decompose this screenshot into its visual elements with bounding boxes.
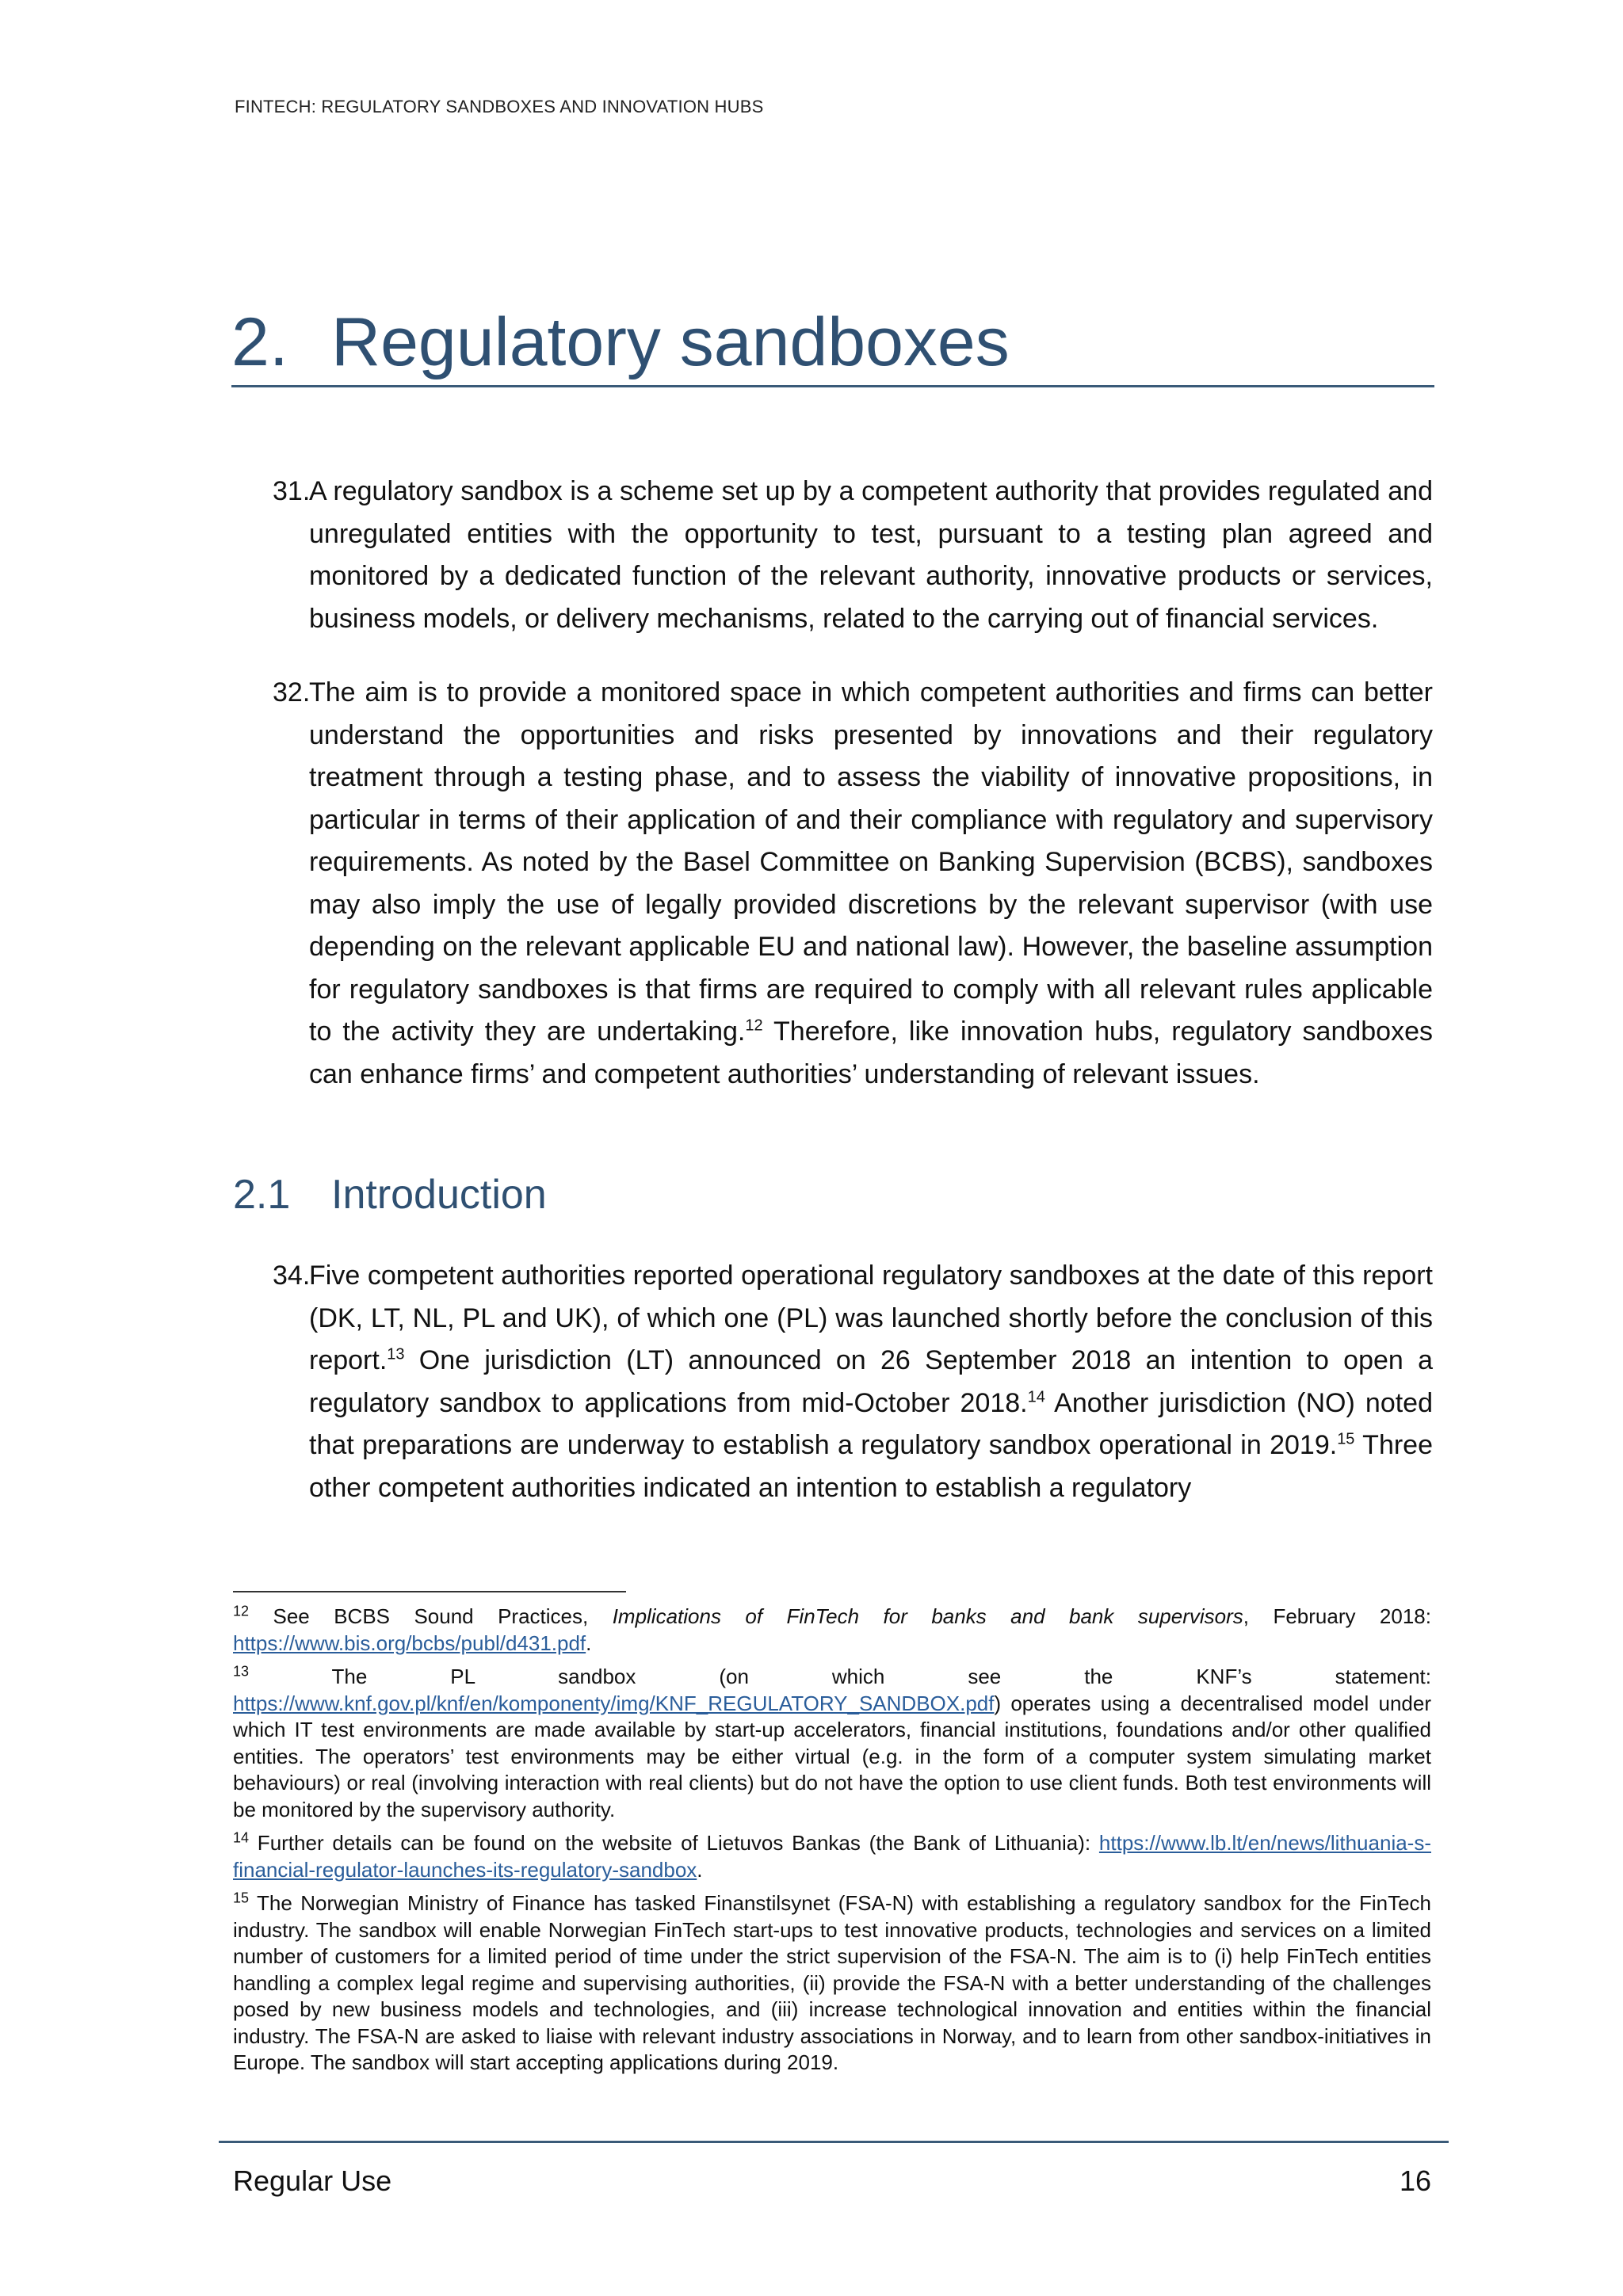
paragraph-text-part: One jurisdiction (LT) announced on 26 September 2018 an intention to open a regulatory sandbox to applications from mid-October 2018. [309,1345,1433,1418]
footnote-15 [233,1890,1431,2077]
paragraph-number: 32. [273,677,311,707]
footnote-text: , February 2018: [1243,1604,1431,1628]
paragraph-text: A regulatory sandbox is a scheme set up by a competent authority that provides regulated and unregulated entities with the opportunity to test, pursuant to a testing plan agreed and monitored by a dedicated function of the relevant authority, innovative products or services, business models, or delivery mechanisms, related to the carrying out of financial services. [309,476,1433,634]
footnote-text: . [697,1857,703,1882]
footnote-link[interactable]: https://www.bis.org/bcbs/publ/d431.pdf [233,1630,586,1655]
footnote-ref-15[interactable]: 15 [1337,1430,1355,1448]
footnote-12 [233,1604,1431,1657]
paragraph-text-part: Five competent authorities reported operational regulatory sandboxes at the date of this report (DK, LT, NL, PL and UK), of which one (PL) was launched shortly before the conclusion of this report. [309,1261,1433,1375]
footnote-title-italic: Implications of FinTech for banks and bank supervisors [612,1604,1243,1628]
footnote-link[interactable]: https://www.knf.gov.pl/knf/en/komponenty/img/KNF_REGULATORY_SANDBOX.pdf [233,1691,995,1715]
footnote-text: ) operates using a decentralised model under which IT test environments are made available by start-up accelerators, financial institutions, foundations and/or other qualified entities. The operators’ test environments may be either virtual (e.g. in the form of a computer system simulating market behaviours) or real (involving interaction with real clients) but do not have the option to use client funds. Both test environments will be monitored by the supervisory authority. [233,1691,1431,1821]
section-heading [233,1171,547,1219]
footnote-text: The PL sandbox (on which see the KNF’s statement: [249,1665,1431,1688]
section-title: Introduction [331,1172,547,1218]
footnote-13 [233,1664,1431,1823]
footnote-ref-13[interactable]: 13 [387,1345,405,1363]
footnote-number: 14 [233,1829,250,1846]
paragraph-text [273,672,1433,1096]
footnote-ref-14[interactable]: 14 [1027,1388,1045,1406]
chapter-heading [231,305,1434,387]
page-number: 16 [1399,2164,1431,2197]
footnote-ref-12[interactable]: 12 [745,1016,763,1035]
footnotes [233,1604,1431,2084]
footnote-number: 13 [233,1663,250,1680]
footnote-separator [233,1591,626,1592]
paragraph-34 [273,1255,1433,1509]
footnote-text: Further details can be found on the website of Lietuvos Bankas (the Bank of Lithuania): [249,1831,1099,1855]
chapter-number: 2. [231,304,288,380]
chapter-title: Regulatory sandboxes [331,304,1010,380]
footnote-number: 15 [233,1890,250,1906]
footer-classification: Regular Use [233,2164,392,2197]
footnote-text: The Norwegian Ministry of Finance has tasked Finanstilsynet (FSA-N) with establishing a regulatory sandbox for the FinTech industry. The sandbox will enable Norwegian FinTech start-ups to test innovative products, technologies and services on a limited number of customers for a limited period of time under the strict supervision of the FSA-N. The aim is to (i) help FinTech entities handling a complex legal regime and supervising authorities, (ii) provide the FSA-N with a better understanding of the challenges posed by new business models and technologies, and (iii) increase technological innovation and entities within the financial industry. The FSA-N are asked to liaise with relevant industry associations in Norway, and to learn from other sandbox-initiatives in Europe. The sandbox will start accepting applications during 2019. [233,1891,1431,2074]
paragraph-text-part: Three other competent authorities indicated an intention to establish a regulatory [309,1430,1433,1503]
section-number: 2.1 [233,1172,291,1218]
paragraph-text-part: Another jurisdiction (NO) noted that preparations are underway to establish a regulatory sandbox operational in 2019. [309,1387,1434,1460]
footnote-text: . [586,1630,592,1655]
footnote-number: 12 [233,1603,250,1619]
footnote-link[interactable]: https://www.lb.lt/en/news/lithuania-s-financial-regulator-launches-its-regulatory-sandbox [233,1831,1431,1882]
paragraph-text-part: The aim is to provide a monitored space in which competent authorities and firms can better understand the opportunities and risks presented by innovations and their regulatory treatment through a testing phase, and to assess the viability of innovative propositions, in particular in terms of their application of and their compliance with regulatory and supervisory requirements. As noted by the Basel Committee on Banking Supervision (BCBS), sandboxes may also imply the use of legally provided discretions by the relevant supervisor (with use depending on the relevant applicable EU and national law). However, the baseline assumption for regulatory sandboxes is that firms are required to comply with all relevant rules applicable to the activity they are undertaking. [309,677,1433,1047]
paragraph-text-part: Therefore, like innovation hubs, regulatory sandboxes can enhance firms’ and competent authorities’ understanding of relevant issues. [309,1016,1433,1089]
paragraph-number: 31. [273,476,311,506]
running-header: FINTECH: REGULATORY SANDBOXES AND INNOVATION HUBS [235,97,764,116]
paragraph-31 [273,471,1433,640]
paragraph-number: 34. [273,1261,311,1291]
footer-separator [219,2141,1449,2143]
paragraph-text [273,1255,1433,1509]
footnote-14 [233,1830,1431,1883]
paragraph-32 [273,672,1433,1096]
footnote-text: See BCBS Sound Practices, [249,1604,613,1628]
